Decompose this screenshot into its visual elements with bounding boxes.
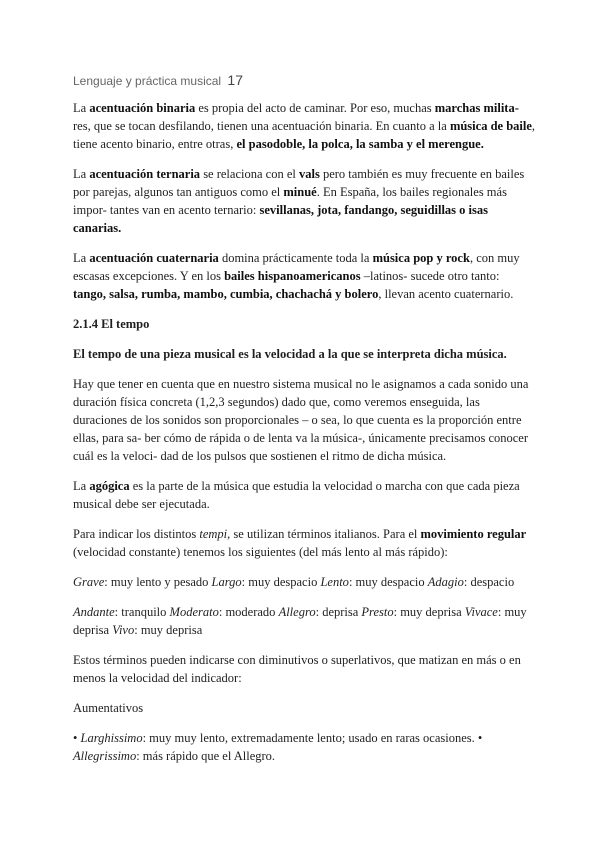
bold-term: acentuación cuaternaria bbox=[89, 251, 219, 265]
bold-term: tango, salsa, rumba, mambo, cumbia, chachachá y bolero bbox=[73, 287, 379, 301]
bold-term: acentuación ternaria bbox=[89, 167, 201, 181]
bullet-mark: • bbox=[477, 731, 483, 745]
section-heading: 2.1.4 El tempo bbox=[73, 317, 150, 331]
page-header bbox=[73, 72, 243, 88]
bold-term: minué bbox=[283, 185, 317, 199]
tempo-desc: : muy deprisa bbox=[393, 605, 465, 619]
text-span: , se utilizan términos italianos. Para el bbox=[227, 527, 421, 541]
bold-term: bailes hispanoamericanos bbox=[224, 269, 361, 283]
tempo-desc: : despacio bbox=[463, 575, 515, 589]
tempo-term: Moderato bbox=[169, 605, 219, 619]
tempo-term: Lento bbox=[320, 575, 349, 589]
aumentativos-list bbox=[73, 729, 535, 765]
tempo-term: Vivace bbox=[464, 605, 498, 619]
bold-term: el pasodoble, la polca, la samba y el merengue. bbox=[236, 137, 484, 151]
page-number: 17 bbox=[227, 72, 243, 88]
tempo-term: Andante bbox=[73, 605, 115, 619]
bold-term: movimiento regular bbox=[420, 527, 527, 541]
text-span: , con muy escasas excepciones. Y en los bbox=[73, 251, 520, 283]
tempo-term: Allegrissimo bbox=[73, 749, 137, 763]
document-body bbox=[73, 99, 535, 777]
text-span: es propia del acto de caminar. Por eso, muchas bbox=[195, 101, 435, 115]
tempo-term: Grave bbox=[73, 575, 105, 589]
tempo-desc: : muy deprisa bbox=[73, 605, 527, 637]
text-span: domina prácticamente toda la bbox=[218, 251, 373, 265]
tempo-term: Adagio bbox=[427, 575, 464, 589]
text-span: res, que se tocan desfilando, tienen una acentuación binaria. En cuanto a la bbox=[73, 119, 450, 133]
bullet-mark: • bbox=[73, 731, 81, 745]
text-span: . En España, los bailes regionales más impor- tantes van en acento ternario: bbox=[73, 185, 507, 217]
tempo-terms-slow bbox=[73, 573, 535, 591]
tempo-term: Vivo bbox=[112, 623, 135, 637]
text-span: La bbox=[73, 251, 90, 265]
text-span: –latinos- sucede otro tanto: bbox=[360, 269, 500, 283]
text-span: se relaciona con el bbox=[200, 167, 299, 181]
paragraph-binaria bbox=[73, 99, 535, 153]
tempo-desc: : más rápido que el Allegro. bbox=[136, 749, 276, 763]
text-span: , llevan acento cuaternario. bbox=[378, 287, 514, 301]
tempo-terms-fast bbox=[73, 603, 535, 639]
paragraph-diminutivos: Estos términos pueden indicarse con diminutivos o superlativos, que matizan en más o en menos la velocidad del indicador: bbox=[73, 653, 521, 685]
text-span: La bbox=[73, 479, 90, 493]
tempo-desc: : tranquilo bbox=[114, 605, 170, 619]
tempo-desc: : muy lento y pesado bbox=[104, 575, 212, 589]
bold-term: agógica bbox=[89, 479, 130, 493]
bold-term: música de baile bbox=[449, 119, 532, 133]
paragraph-duracion: Hay que tener en cuenta que en nuestro sistema musical no le asignamos a cada sonido una duración física concreta (1,2,3 segundos) dado que, como veremos enseguida, las duraciones de los sonidos son proporcionales – o sea, lo que cuenta es la proporción entre ellas, para sa- ber cómo de rápida o de lenta va la música-, únicamente precisamos conocer cuál es la veloci- dad de los pulsos que sostienen el ritmo de dicha música. bbox=[73, 377, 529, 463]
bold-term: sevillanas, jota, fandango, seguidillas o isas canarias. bbox=[73, 203, 488, 235]
aumentativos-label: Aumentativos bbox=[73, 701, 144, 715]
header-title: Lenguaje y práctica musical bbox=[73, 74, 222, 88]
tempo-desc: : muy despacio bbox=[241, 575, 321, 589]
bold-term: vals bbox=[298, 167, 320, 181]
text-span: pero también es muy frecuente en bailes por parejas, algunos tan antiguos como el bbox=[73, 167, 525, 199]
tempo-desc: : muy deprisa bbox=[134, 623, 203, 637]
text-span: , tiene acento binario, entre otras, bbox=[73, 119, 536, 151]
text-span: (velocidad constante) tenemos los siguientes (del más lento al más rápido): bbox=[73, 545, 448, 559]
bold-term: marchas milita- bbox=[434, 101, 519, 115]
tempo-definition: El tempo de una pieza musical es la velocidad a la que se interpreta dicha música. bbox=[73, 347, 507, 361]
bold-term: música pop y rock bbox=[372, 251, 470, 265]
tempo-desc: : moderado bbox=[218, 605, 279, 619]
italic-term: tempi bbox=[199, 527, 228, 541]
paragraph-agogica bbox=[73, 477, 535, 513]
text-span: es la parte de la música que estudia la velocidad o marcha con que cada pieza musical debe ser ejecutada. bbox=[73, 479, 520, 511]
paragraph-tempi bbox=[73, 525, 535, 561]
tempo-desc: : deprisa bbox=[315, 605, 362, 619]
paragraph-ternaria bbox=[73, 165, 535, 237]
text-span: La bbox=[73, 101, 90, 115]
text-span: La bbox=[73, 167, 90, 181]
tempo-term: Largo bbox=[211, 575, 242, 589]
tempo-desc: : muy muy lento, extremadamente lento; usado en raras ocasiones. bbox=[142, 731, 478, 745]
tempo-desc: : muy despacio bbox=[348, 575, 428, 589]
paragraph-cuaternaria bbox=[73, 249, 535, 303]
tempo-term: Presto bbox=[361, 605, 394, 619]
tempo-term: Allegro bbox=[278, 605, 316, 619]
bold-term: acentuación binaria bbox=[89, 101, 196, 115]
text-span: Para indicar los distintos bbox=[73, 527, 200, 541]
tempo-term: Larghissimo bbox=[80, 731, 143, 745]
